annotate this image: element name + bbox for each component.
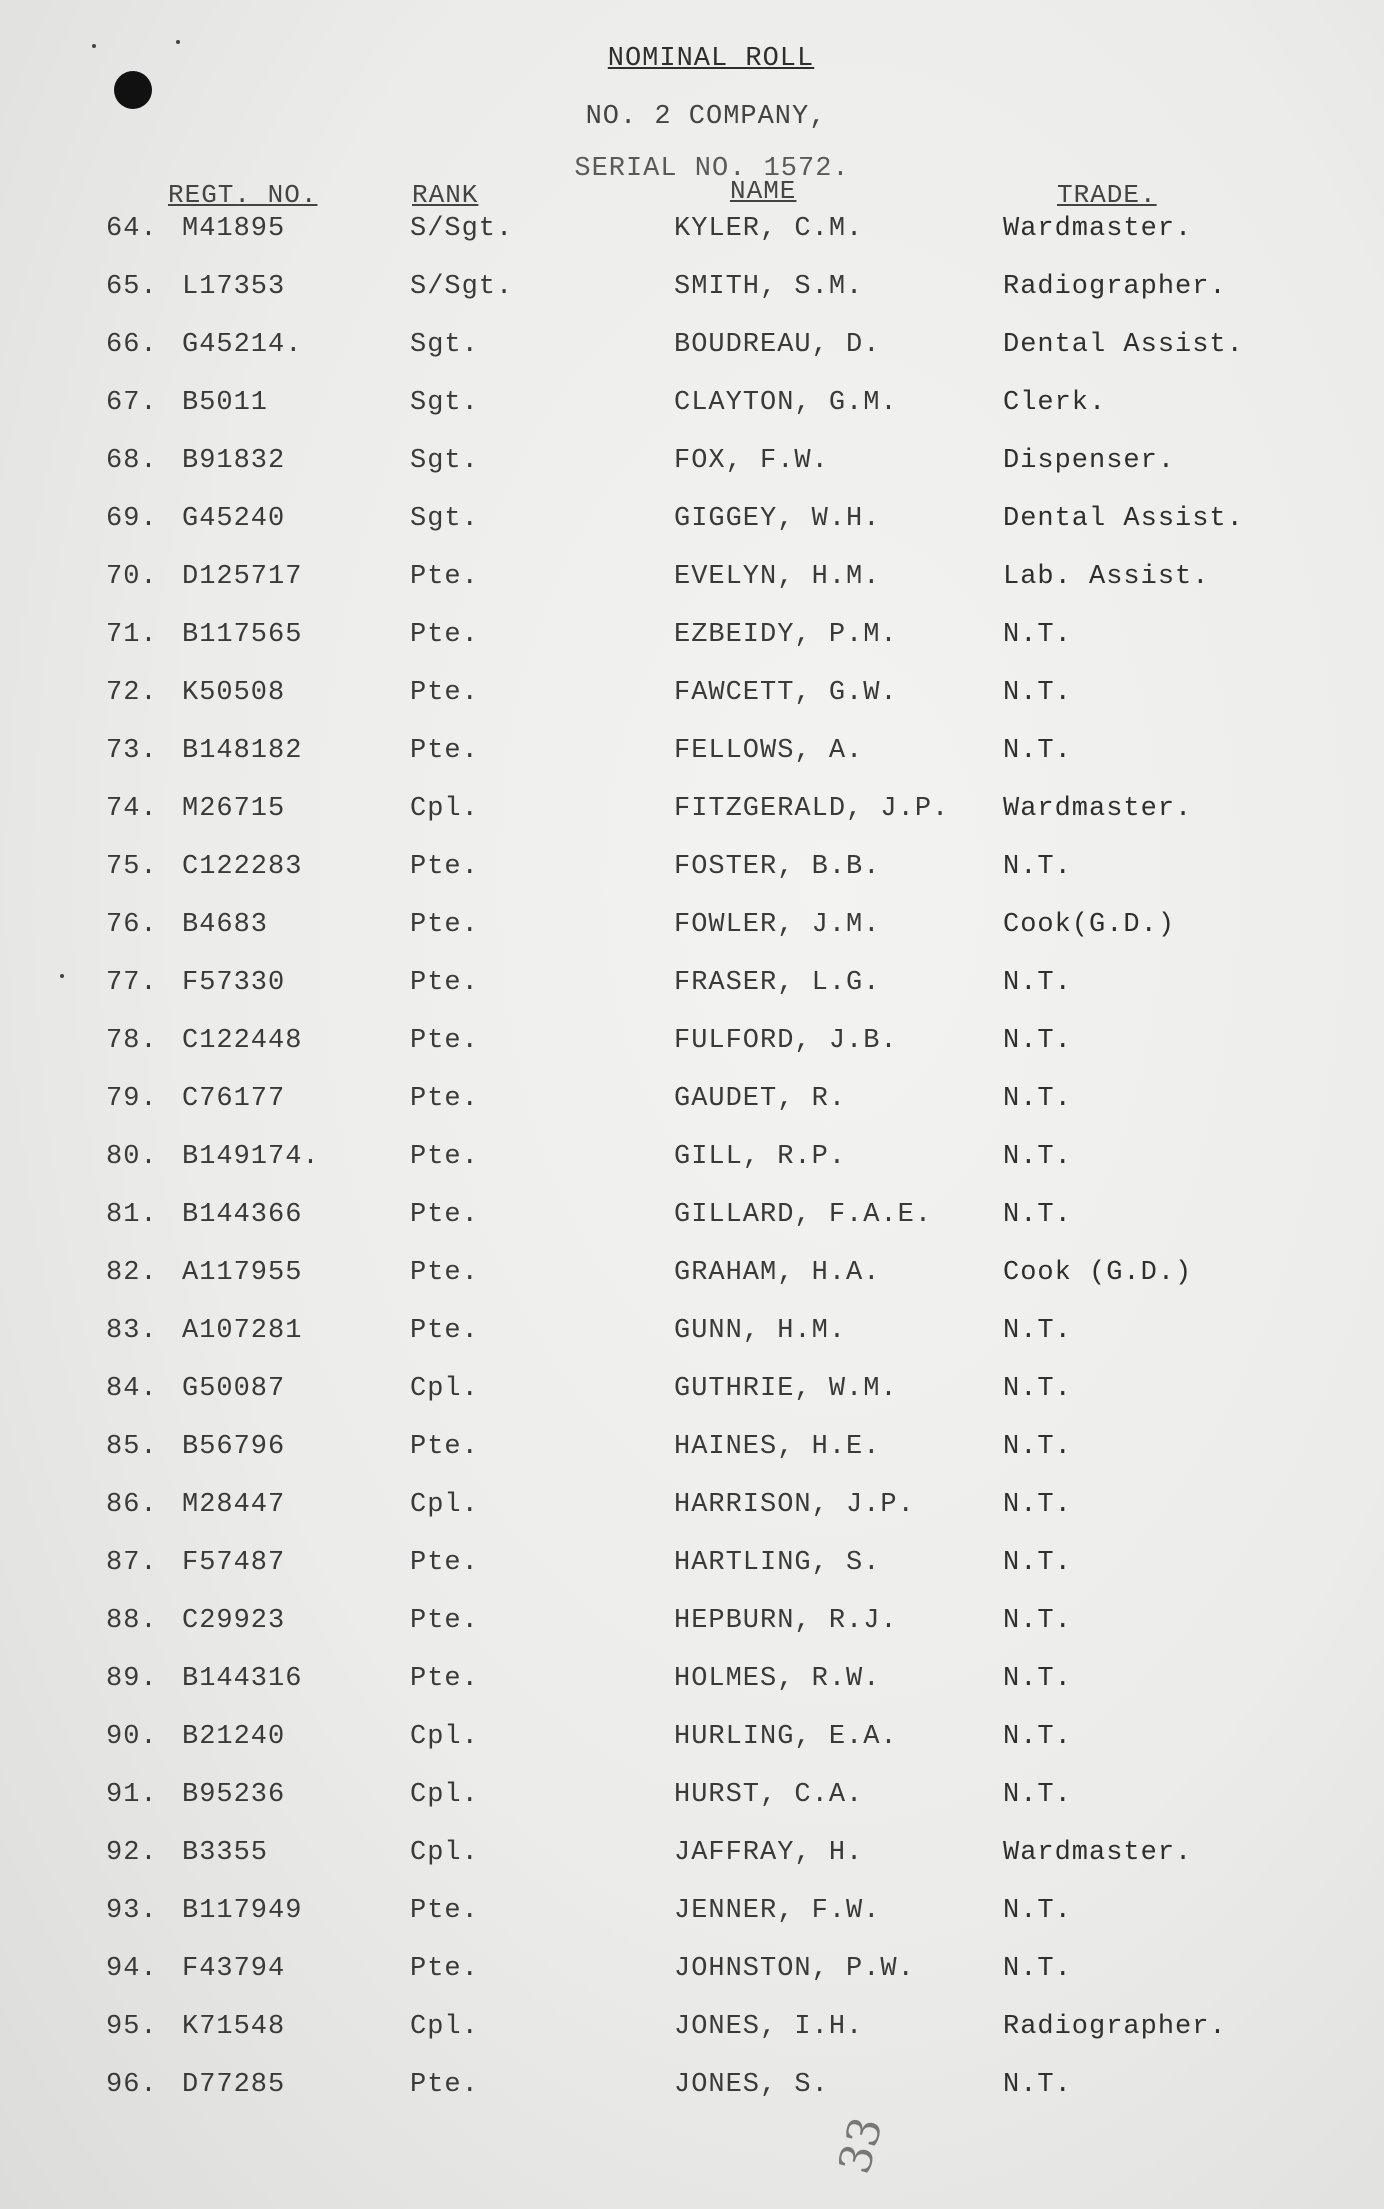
rank-cell: Pte.	[410, 1548, 479, 1578]
table-row	[0, 330, 1384, 388]
row-number: 90.	[106, 1722, 158, 1752]
column-header-trade: TRADE.	[1057, 180, 1157, 210]
name-cell: GUNN, H.M.	[674, 1316, 847, 1346]
trade-cell: Wardmaster.	[1003, 1838, 1193, 1868]
name-cell: HEPBURN, R.J.	[674, 1606, 898, 1636]
name-cell: FITZGERALD, J.P.	[674, 794, 950, 824]
table-row	[0, 1432, 1384, 1490]
table-row	[0, 1664, 1384, 1722]
name-cell: FOWLER, J.M.	[674, 910, 881, 940]
rank-cell: Cpl.	[410, 1780, 479, 1810]
rank-cell: Cpl.	[410, 794, 479, 824]
rank-cell: Pte.	[410, 1896, 479, 1926]
table-row	[0, 1548, 1384, 1606]
row-number: 79.	[106, 1084, 158, 1114]
table-row	[0, 620, 1384, 678]
trade-cell: N.T.	[1003, 1316, 1072, 1346]
regt-no-cell: B144316	[182, 1664, 303, 1694]
trade-cell: N.T.	[1003, 1490, 1072, 1520]
row-number: 91.	[106, 1780, 158, 1810]
regt-no-cell: B3355	[182, 1838, 269, 1868]
trade-cell: Wardmaster.	[1003, 794, 1193, 824]
document-title: NOMINAL ROLL	[607, 44, 815, 74]
row-number: 83.	[106, 1316, 158, 1346]
rank-cell: Pte.	[410, 1432, 479, 1462]
table-row	[0, 1026, 1384, 1084]
trade-cell: N.T.	[1003, 968, 1072, 998]
name-cell: HARRISON, J.P.	[674, 1490, 915, 1520]
trade-cell: N.T.	[1003, 1142, 1072, 1172]
name-cell: FULFORD, J.B.	[674, 1026, 898, 1056]
rank-cell: Pte.	[410, 620, 479, 650]
rank-cell: Cpl.	[410, 1490, 479, 1520]
rank-cell: Pte.	[410, 1664, 479, 1694]
rank-cell: Pte.	[410, 562, 479, 592]
regt-no-cell: A107281	[182, 1316, 303, 1346]
name-cell: JONES, S.	[674, 2070, 829, 2100]
trade-cell: N.T.	[1003, 1896, 1072, 1926]
row-number: 66.	[106, 330, 158, 360]
name-cell: FAWCETT, G.W.	[674, 678, 898, 708]
regt-no-cell: A117955	[182, 1258, 303, 1288]
rank-cell: Pte.	[410, 1026, 479, 1056]
table-row	[0, 562, 1384, 620]
row-number: 84.	[106, 1374, 158, 1404]
rank-cell: Pte.	[410, 678, 479, 708]
regt-no-cell: B95236	[182, 1780, 286, 1810]
row-number: 82.	[106, 1258, 158, 1288]
rank-cell: S/Sgt.	[410, 272, 514, 302]
table-row	[0, 1606, 1384, 1664]
regt-no-cell: B117949	[182, 1896, 303, 1926]
row-number: 74.	[106, 794, 158, 824]
rank-cell: S/Sgt.	[410, 214, 514, 244]
table-row	[0, 968, 1384, 1026]
table-row	[0, 1780, 1384, 1838]
rank-cell: Pte.	[410, 1200, 479, 1230]
name-cell: HOLMES, R.W.	[674, 1664, 881, 1694]
table-row	[0, 446, 1384, 504]
table-row	[0, 1084, 1384, 1142]
name-cell: EVELYN, H.M.	[674, 562, 881, 592]
table-row	[0, 794, 1384, 852]
table-row	[0, 1142, 1384, 1200]
name-cell: EZBEIDY, P.M.	[674, 620, 898, 650]
row-number: 67.	[106, 388, 158, 418]
trade-cell: N.T.	[1003, 1200, 1072, 1230]
name-cell: GILL, R.P.	[674, 1142, 847, 1172]
rank-cell: Pte.	[410, 1606, 479, 1636]
name-cell: CLAYTON, G.M.	[674, 388, 898, 418]
trade-cell: Dental Assist.	[1003, 504, 1244, 534]
column-header-name: NAME	[730, 176, 797, 206]
rank-cell: Sgt.	[410, 446, 479, 476]
table-row	[0, 852, 1384, 910]
column-header-regt-no: REGT. NO.	[168, 180, 318, 210]
trade-cell: Cook (G.D.)	[1003, 1258, 1193, 1288]
rank-cell: Pte.	[410, 968, 479, 998]
rank-cell: Cpl.	[410, 2012, 479, 2042]
table-row	[0, 678, 1384, 736]
row-number: 70.	[106, 562, 158, 592]
regt-no-cell: K71548	[182, 2012, 286, 2042]
table-row	[0, 1896, 1384, 1954]
table-row	[0, 1954, 1384, 2012]
table-row	[0, 1374, 1384, 1432]
name-cell: GIGGEY, W.H.	[674, 504, 881, 534]
row-number: 80.	[106, 1142, 158, 1172]
regt-no-cell: B91832	[182, 446, 286, 476]
name-cell: FRASER, L.G.	[674, 968, 881, 998]
column-header-rank: RANK	[412, 180, 479, 210]
regt-no-cell: D77285	[182, 2070, 286, 2100]
trade-cell: Dental Assist.	[1003, 330, 1244, 360]
rank-cell: Pte.	[410, 910, 479, 940]
rank-cell: Pte.	[410, 2070, 479, 2100]
row-number: 64.	[106, 214, 158, 244]
table-row	[0, 1722, 1384, 1780]
name-cell: HAINES, H.E.	[674, 1432, 881, 1462]
trade-cell: N.T.	[1003, 1548, 1072, 1578]
trade-cell: Cook(G.D.)	[1003, 910, 1176, 940]
name-cell: FOX, F.W.	[674, 446, 829, 476]
regt-no-cell: C29923	[182, 1606, 286, 1636]
trade-cell: N.T.	[1003, 1432, 1072, 1462]
row-number: 93.	[106, 1896, 158, 1926]
regt-no-cell: M28447	[182, 1490, 286, 1520]
name-cell: BOUDREAU, D.	[674, 330, 881, 360]
table-row	[0, 910, 1384, 968]
regt-no-cell: G45214.	[182, 330, 303, 360]
regt-no-cell: F57487	[182, 1548, 286, 1578]
trade-cell: N.T.	[1003, 1954, 1072, 1984]
rank-cell: Pte.	[410, 1316, 479, 1346]
table-row	[0, 504, 1384, 562]
rank-cell: Sgt.	[410, 388, 479, 418]
row-number: 68.	[106, 446, 158, 476]
regt-no-cell: B117565	[182, 620, 303, 650]
name-cell: KYLER, C.M.	[674, 214, 864, 244]
name-cell: GAUDET, R.	[674, 1084, 847, 1114]
trade-cell: Wardmaster.	[1003, 214, 1193, 244]
trade-cell: N.T.	[1003, 1664, 1072, 1694]
regt-no-cell: B56796	[182, 1432, 286, 1462]
rank-cell: Pte.	[410, 1258, 479, 1288]
regt-no-cell: L17353	[182, 272, 286, 302]
regt-no-cell: B149174.	[182, 1142, 320, 1172]
row-number: 73.	[106, 736, 158, 766]
rank-cell: Cpl.	[410, 1374, 479, 1404]
rank-cell: Pte.	[410, 1142, 479, 1172]
row-number: 92.	[106, 1838, 158, 1868]
trade-cell: N.T.	[1003, 1780, 1072, 1810]
name-cell: HARTLING, S.	[674, 1548, 881, 1578]
table-row	[0, 2070, 1384, 2128]
table-row	[0, 1490, 1384, 1548]
regt-no-cell: C122448	[182, 1026, 303, 1056]
table-row	[0, 1200, 1384, 1258]
serial-line: SERIAL NO. 1572.	[574, 154, 850, 184]
row-number: 89.	[106, 1664, 158, 1694]
table-row	[0, 214, 1384, 272]
trade-cell: Clerk.	[1003, 388, 1107, 418]
table-row	[0, 736, 1384, 794]
trade-cell: N.T.	[1003, 852, 1072, 882]
regt-no-cell: B4683	[182, 910, 269, 940]
rank-cell: Cpl.	[410, 1722, 479, 1752]
row-number: 95.	[106, 2012, 158, 2042]
row-number: 96.	[106, 2070, 158, 2100]
company-line: NO. 2 COMPANY,	[585, 102, 827, 132]
table-row	[0, 388, 1384, 446]
name-cell: JENNER, F.W.	[674, 1896, 881, 1926]
roll-table	[0, 214, 1384, 2128]
regt-no-cell: G50087	[182, 1374, 286, 1404]
row-number: 86.	[106, 1490, 158, 1520]
name-cell: FELLOWS, A.	[674, 736, 864, 766]
row-number: 81.	[106, 1200, 158, 1230]
row-number: 71.	[106, 620, 158, 650]
regt-no-cell: K50508	[182, 678, 286, 708]
row-number: 77.	[106, 968, 158, 998]
row-number: 69.	[106, 504, 158, 534]
regt-no-cell: D125717	[182, 562, 303, 592]
trade-cell: Dispenser.	[1003, 446, 1176, 476]
name-cell: JAFFRAY, H.	[674, 1838, 864, 1868]
trade-cell: N.T.	[1003, 1722, 1072, 1752]
name-cell: GRAHAM, H.A.	[674, 1258, 881, 1288]
handwritten-page-number: 33	[829, 2111, 893, 2180]
rank-cell: Pte.	[410, 1084, 479, 1114]
trade-cell: N.T.	[1003, 1026, 1072, 1056]
name-cell: GUTHRIE, W.M.	[674, 1374, 898, 1404]
trade-cell: N.T.	[1003, 1084, 1072, 1114]
regt-no-cell: M41895	[182, 214, 286, 244]
regt-no-cell: M26715	[182, 794, 286, 824]
name-cell: FOSTER, B.B.	[674, 852, 881, 882]
table-row	[0, 2012, 1384, 2070]
row-number: 87.	[106, 1548, 158, 1578]
name-cell: JOHNSTON, P.W.	[674, 1954, 915, 1984]
regt-no-cell: F57330	[182, 968, 286, 998]
regt-no-cell: C76177	[182, 1084, 286, 1114]
name-cell: JONES, I.H.	[674, 2012, 864, 2042]
name-cell: HURST, C.A.	[674, 1780, 864, 1810]
table-row	[0, 272, 1384, 330]
regt-no-cell: C122283	[182, 852, 303, 882]
table-row	[0, 1316, 1384, 1374]
regt-no-cell: G45240	[182, 504, 286, 534]
trade-cell: Radiographer.	[1003, 272, 1227, 302]
row-number: 75.	[106, 852, 158, 882]
row-number: 72.	[106, 678, 158, 708]
regt-no-cell: B148182	[182, 736, 303, 766]
rank-cell: Pte.	[410, 1954, 479, 1984]
row-number: 76.	[106, 910, 158, 940]
rank-cell: Cpl.	[410, 1838, 479, 1868]
trade-cell: Lab. Assist.	[1003, 562, 1210, 592]
trade-cell: Radiographer.	[1003, 2012, 1227, 2042]
name-cell: HURLING, E.A.	[674, 1722, 898, 1752]
trade-cell: N.T.	[1003, 736, 1072, 766]
row-number: 88.	[106, 1606, 158, 1636]
trade-cell: N.T.	[1003, 1374, 1072, 1404]
row-number: 85.	[106, 1432, 158, 1462]
trade-cell: N.T.	[1003, 678, 1072, 708]
name-cell: SMITH, S.M.	[674, 272, 864, 302]
row-number: 78.	[106, 1026, 158, 1056]
rank-cell: Pte.	[410, 736, 479, 766]
table-row	[0, 1258, 1384, 1316]
regt-no-cell: F43794	[182, 1954, 286, 1984]
row-number: 94.	[106, 1954, 158, 1984]
rank-cell: Sgt.	[410, 330, 479, 360]
regt-no-cell: B144366	[182, 1200, 303, 1230]
regt-no-cell: B21240	[182, 1722, 286, 1752]
row-number: 65.	[106, 272, 158, 302]
rank-cell: Sgt.	[410, 504, 479, 534]
trade-cell: N.T.	[1003, 1606, 1072, 1636]
rank-cell: Pte.	[410, 852, 479, 882]
trade-cell: N.T.	[1003, 620, 1072, 650]
regt-no-cell: B5011	[182, 388, 269, 418]
name-cell: GILLARD, F.A.E.	[674, 1200, 933, 1230]
table-row	[0, 1838, 1384, 1896]
trade-cell: N.T.	[1003, 2070, 1072, 2100]
